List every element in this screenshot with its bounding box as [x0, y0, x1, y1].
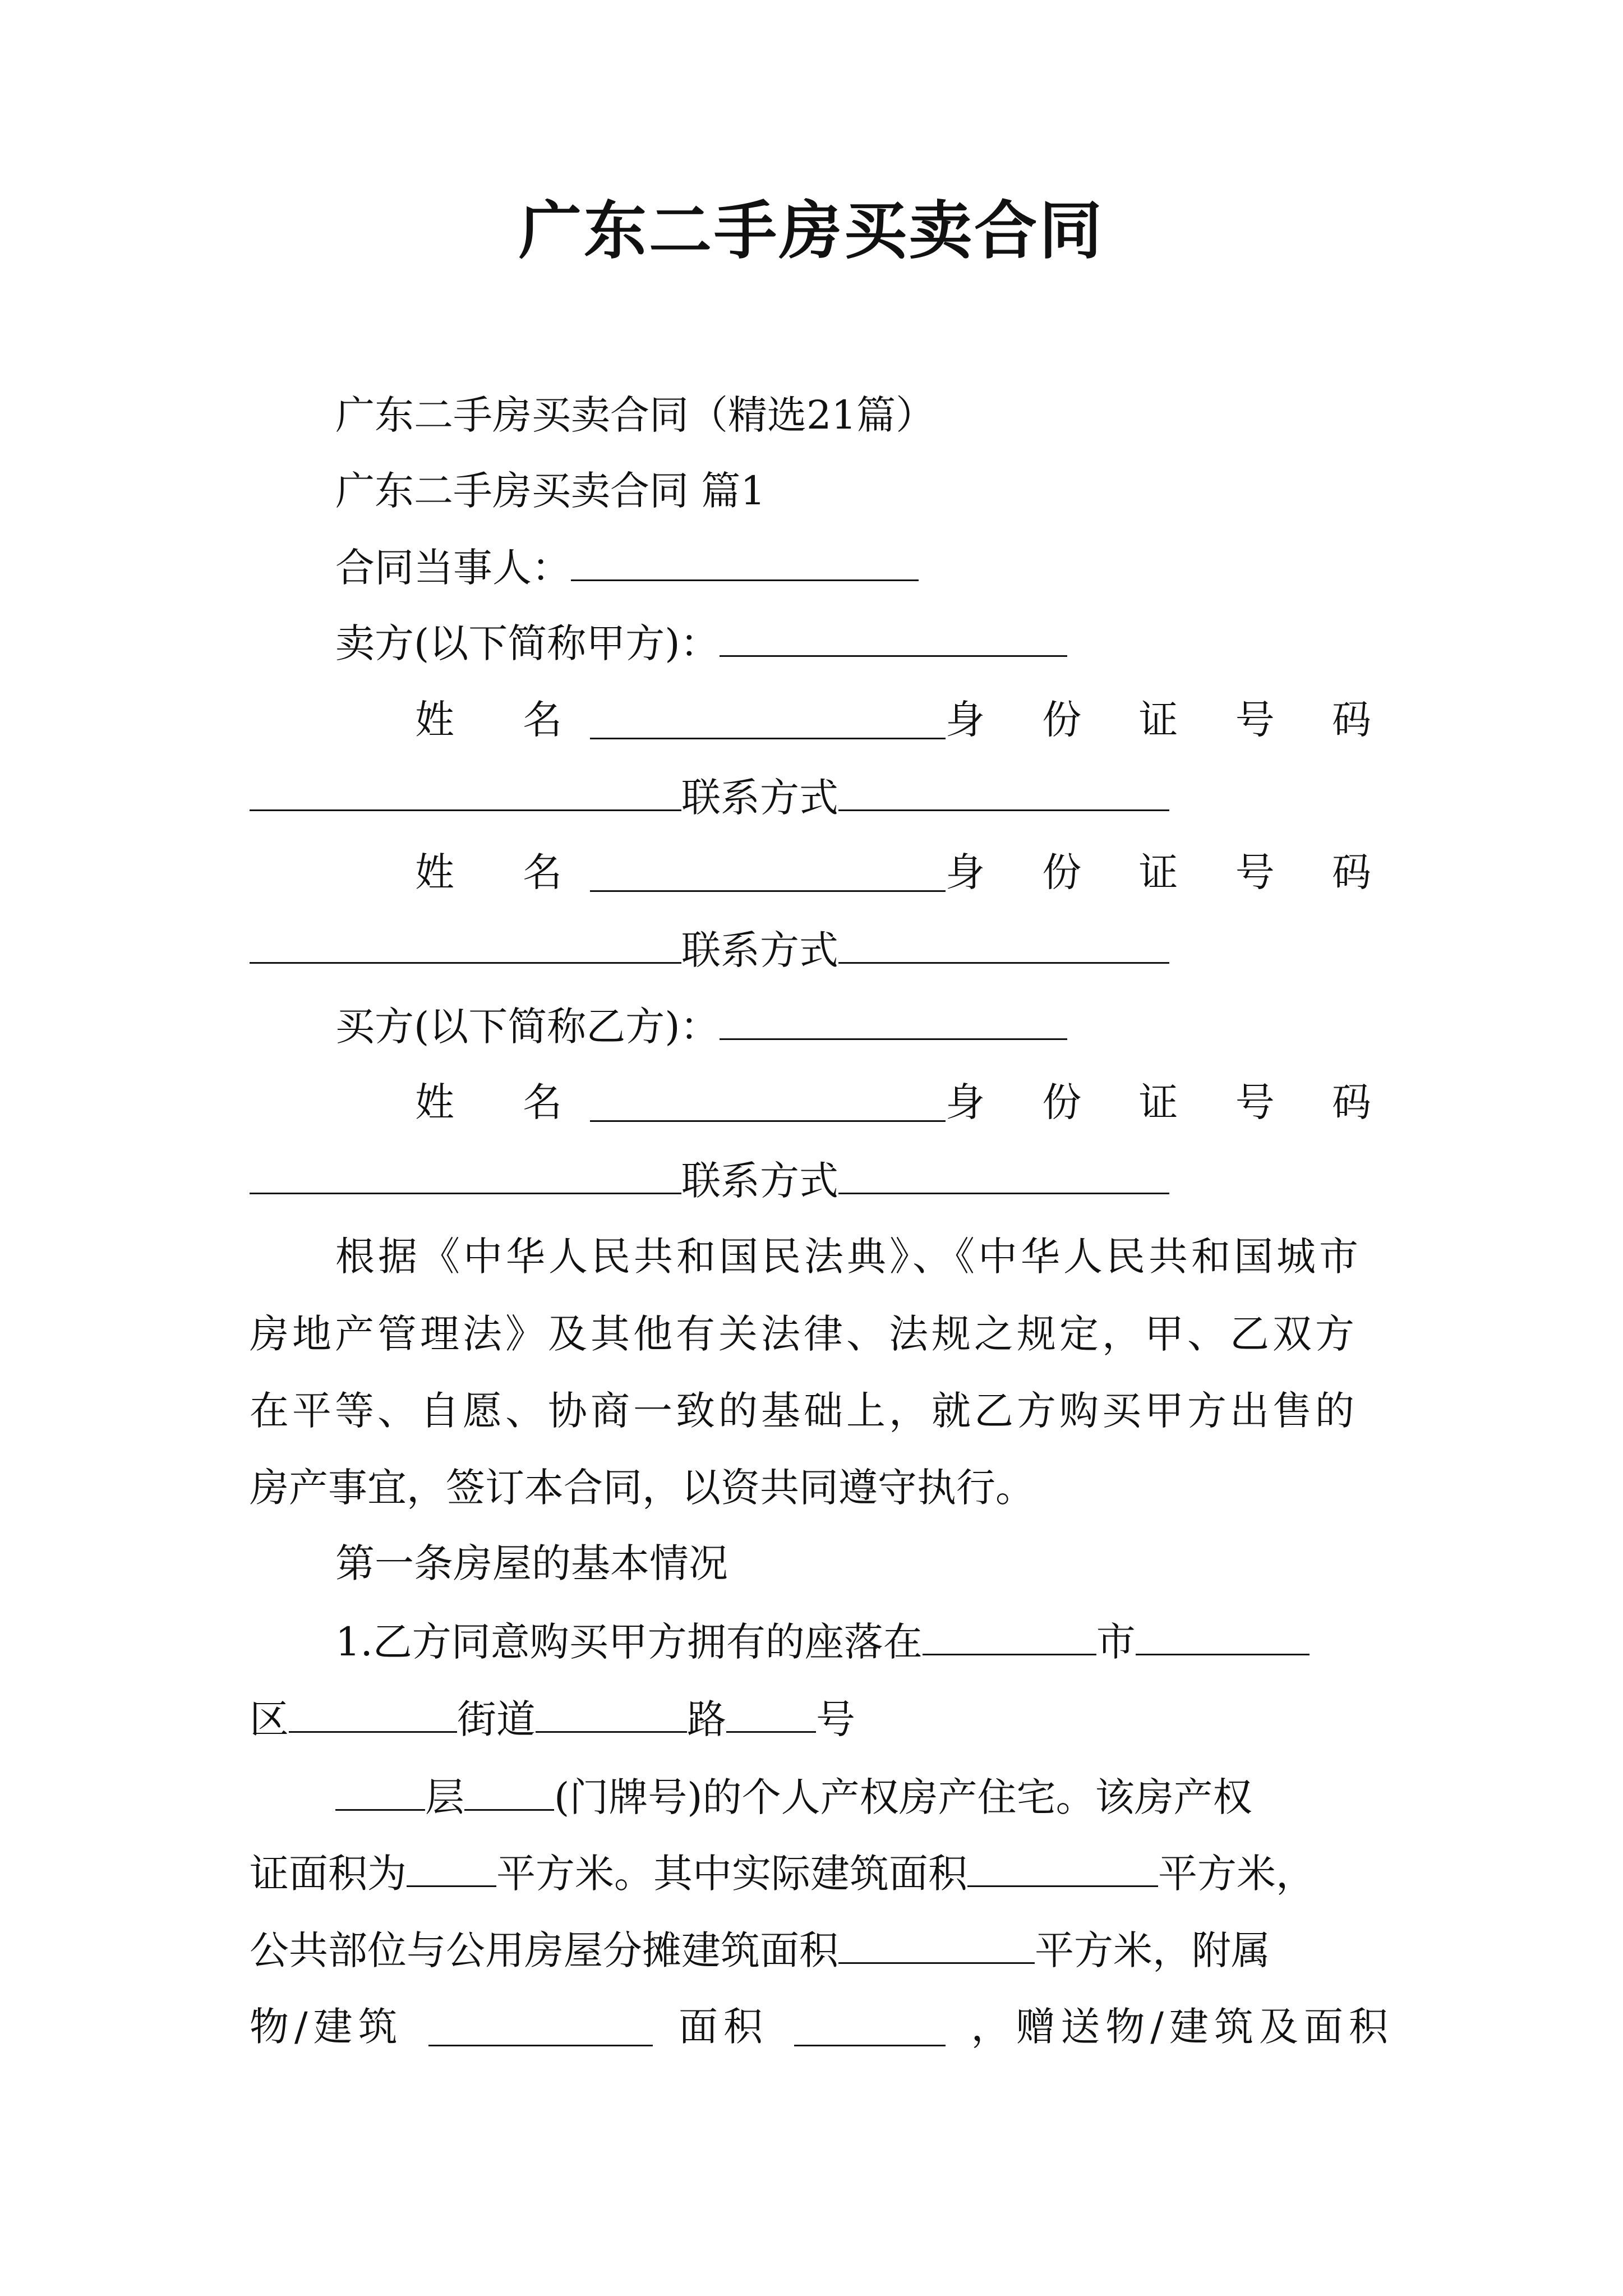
- name-blank[interactable]: [590, 858, 946, 892]
- name-label: 姓 名: [415, 1079, 591, 1125]
- contact-blank[interactable]: [838, 777, 1169, 811]
- name-blank[interactable]: [590, 705, 946, 739]
- name-label: 姓 名: [415, 849, 591, 895]
- blank[interactable]: [335, 1777, 425, 1811]
- clause1-line-2: 区 街道 路 号: [250, 1696, 855, 1742]
- buyer-label: 买方(以下简称乙方)：: [335, 1004, 720, 1050]
- contact-blank[interactable]: [838, 930, 1169, 964]
- contact-label: 联系方式: [681, 927, 838, 973]
- section-heading: 广东二手房买卖合同 篇1: [335, 468, 766, 514]
- contact-label: 联系方式: [681, 775, 838, 821]
- name-blank[interactable]: [590, 1088, 946, 1122]
- buyer-contact-row: [250, 1158, 1169, 1204]
- blank[interactable]: [967, 1853, 1158, 1887]
- parties-blank[interactable]: [571, 547, 919, 581]
- seller1-name-row: [415, 697, 1394, 743]
- preamble-line-3: 在平等、自愿、协商一致的基础上，就乙方购买甲方出售的: [250, 1388, 1358, 1434]
- blank[interactable]: [1136, 1621, 1310, 1655]
- seller1-contact-row: [250, 775, 1169, 821]
- buyer-blank[interactable]: [720, 1006, 1067, 1040]
- preamble-line-1: 根据《中华人民共和国民法典》、《中华人民共和国城市: [335, 1234, 1362, 1280]
- id-blank[interactable]: [250, 1160, 681, 1194]
- contact-blank[interactable]: [838, 1160, 1169, 1194]
- id-blank[interactable]: [250, 777, 681, 811]
- parties-line: [335, 545, 919, 591]
- blank[interactable]: [407, 1853, 496, 1887]
- blank[interactable]: [838, 1930, 1035, 1964]
- buyer-name-row: [415, 1079, 1394, 1125]
- id-label: 身 份 证 号 码: [945, 1079, 1394, 1125]
- seller-line: [335, 620, 1067, 666]
- page-title: 广东二手房买卖合同: [519, 194, 1104, 268]
- blank[interactable]: [923, 1621, 1096, 1655]
- clause1-line-1: 1.乙方同意购买甲方拥有的座落在 市: [335, 1621, 1310, 1662]
- preamble-line-2: 房地产管理法》及其他有关法律、法规之规定，甲、乙双方: [250, 1311, 1358, 1357]
- id-label: 身 份 证 号 码: [945, 697, 1394, 743]
- blank[interactable]: [289, 1699, 457, 1733]
- article-heading: 第一条房屋的基本情况: [335, 1540, 728, 1586]
- name-label: 姓 名: [415, 697, 591, 743]
- contact-label: 联系方式: [681, 1158, 838, 1204]
- id-label: 身 份 证 号 码: [945, 849, 1394, 895]
- id-blank[interactable]: [250, 930, 681, 964]
- clause1-line-3: 层 (门牌号)的个人产权房产住宅。该房产权: [335, 1777, 1252, 1817]
- blank[interactable]: [428, 2012, 653, 2046]
- parties-label: 合同当事人：: [335, 545, 571, 591]
- clause1-line-5: 公共部位与公用房屋分摊建筑面积 平方米，附属: [250, 1927, 1270, 1973]
- blank[interactable]: [726, 1699, 816, 1733]
- blank[interactable]: [464, 1777, 554, 1811]
- subtitle: 广东二手房买卖合同（精选21篇）: [335, 392, 935, 438]
- preamble-line-4: 房产事宜，签订本合同，以资共同遵守执行。: [250, 1465, 1035, 1511]
- seller-label: 卖方(以下简称甲方)：: [335, 620, 720, 666]
- clause1-line-6: 物/建筑 面积 ，赠送物/建筑及面积: [250, 2004, 1394, 2050]
- blank[interactable]: [536, 1699, 687, 1733]
- blank[interactable]: [794, 2012, 946, 2046]
- clause1-line-4: 证面积为 平方米。其中实际建筑面积 平方米，: [250, 1851, 1315, 1897]
- seller-blank[interactable]: [720, 623, 1067, 657]
- seller2-name-row: [415, 849, 1394, 895]
- buyer-line: [335, 1004, 1067, 1050]
- seller2-contact-row: [250, 927, 1169, 973]
